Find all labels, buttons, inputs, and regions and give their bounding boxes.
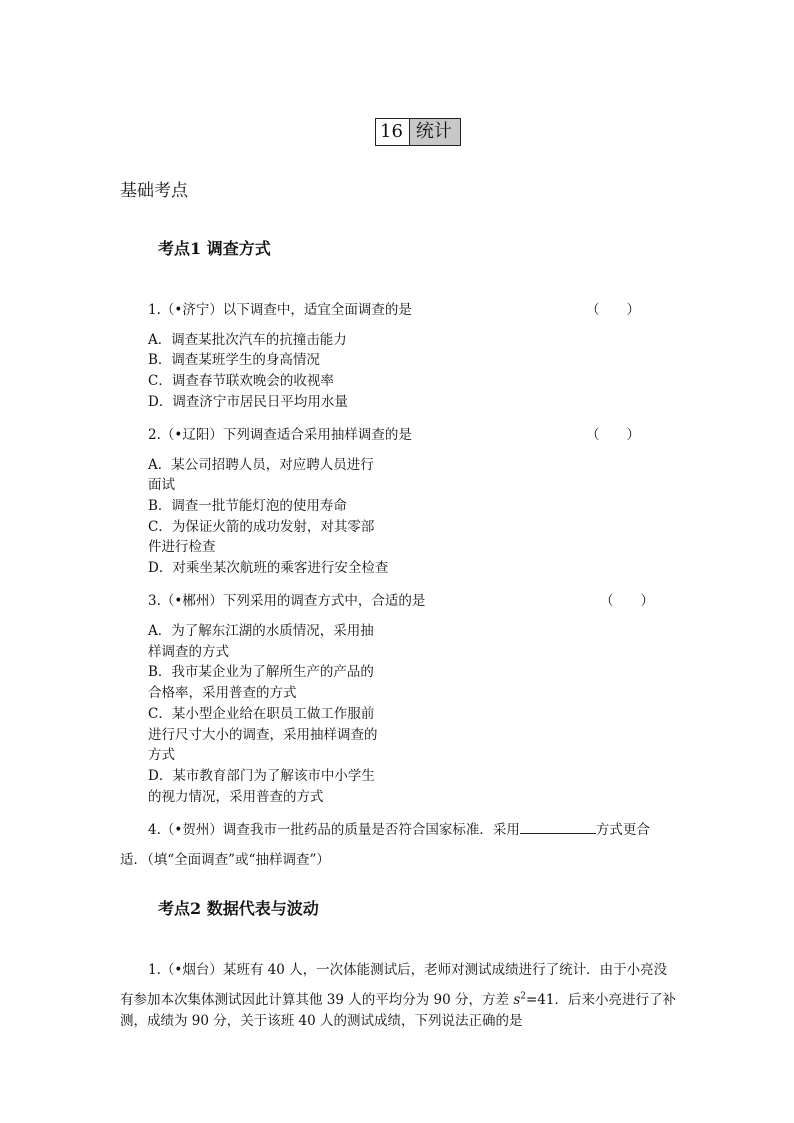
t1-q3-line: C．某小型企业给在职员工做工作服前 xyxy=(148,706,375,722)
t1-q3-line: 合格率，采用普查的方式 xyxy=(148,685,297,701)
t1-q4-line2: 适．（填“全面调查”或“抽样调查”） xyxy=(120,852,330,868)
t1-q2-answer-paren: （ ） xyxy=(586,427,640,443)
t1-q3-stem: 3.（•郴州）下列采用的调查方式中，合适的是 xyxy=(148,593,426,609)
chapter-name: 统计 xyxy=(410,119,460,145)
t1-q2-line: B．调查一批节能灯泡的使用寿命 xyxy=(148,498,347,514)
t1-q1-option-c: C．调查春节联欢晚会的收视率 xyxy=(148,373,334,389)
t1-q2-stem: 2.（•辽阳）下列调查适合采用抽样调查的是 xyxy=(148,427,412,443)
t1-q1-stem: 1.（•济宁）以下调查中，适宜全面调查的是 xyxy=(148,302,412,318)
t1-q1-option-d: D．调查济宁市居民日平均用水量 xyxy=(148,394,348,410)
t1-q3-line: A．为了解东江湖的水质情况，采用抽 xyxy=(148,623,374,639)
t2-q1-line2-a: 有参加本次集体测试因此计算其他 39 人的平均分为 90 分，方差 xyxy=(120,992,514,1008)
fill-in-blank[interactable] xyxy=(520,821,596,834)
chapter-number: 16 xyxy=(376,119,410,145)
t1-q1-option-b: B．调查某班学生的身高情况 xyxy=(148,352,320,368)
t1-q4-line1 xyxy=(148,818,650,838)
t1-q2-line: 面试 xyxy=(148,477,175,493)
t1-q1-option-a: A．调查某批次汽车的抗撞击能力 xyxy=(148,332,347,348)
t1-q3-line: 方式 xyxy=(148,747,175,763)
t1-q2-line: 件进行检查 xyxy=(148,539,216,555)
t1-q3-line: 的视力情况，采用普查的方式 xyxy=(148,789,324,805)
t1-q1-answer-paren: （ ） xyxy=(586,302,640,318)
topic2-heading: 考点2 数据代表与波动 xyxy=(158,899,319,918)
t2-q1-line2-b: =41．后来小亮进行了补 xyxy=(525,992,676,1008)
t1-q2-line: A．某公司招聘人员，对应聘人员进行 xyxy=(148,457,374,473)
t2-q1-line3: 测，成绩为 90 分，关于该班 40 人的测试成绩，下列说法正确的是 xyxy=(120,1013,523,1029)
variance-exponent: 2 xyxy=(520,991,526,1002)
variance-symbol: s xyxy=(513,992,521,1008)
t1-q3-line: 样调查的方式 xyxy=(148,644,229,660)
t1-q4-stem-before: 4.（•贺州）调查我市一批药品的质量是否符合国家标准．采用 xyxy=(148,822,520,838)
t1-q3-line: 进行尺寸大小的调查，采用抽样调查的 xyxy=(148,727,378,743)
t1-q2-line: C．为保证火箭的成功发射，对其零部 xyxy=(148,519,375,535)
chapter-title xyxy=(375,118,461,146)
t1-q3-answer-paren: （ ） xyxy=(600,593,654,609)
t2-q1-line1: 1.（•烟台）某班有 40 人，一次体能测试后，老师对测试成绩进行了统计．由于小亮没 xyxy=(148,962,668,978)
section-heading: 基础考点 xyxy=(120,181,188,201)
t1-q2-line: D．对乘坐某次航班的乘客进行安全检查 xyxy=(148,560,389,576)
topic1-heading: 考点1 调查方式 xyxy=(158,239,271,258)
t2-q1-line2 xyxy=(120,988,676,1008)
t1-q3-line: B．我市某企业为了解所生产的产品的 xyxy=(148,664,374,680)
t1-q3-line: D．某市教育部门为了解该市中小学生 xyxy=(148,768,375,784)
t1-q4-stem-after: 方式更合 xyxy=(595,822,650,838)
